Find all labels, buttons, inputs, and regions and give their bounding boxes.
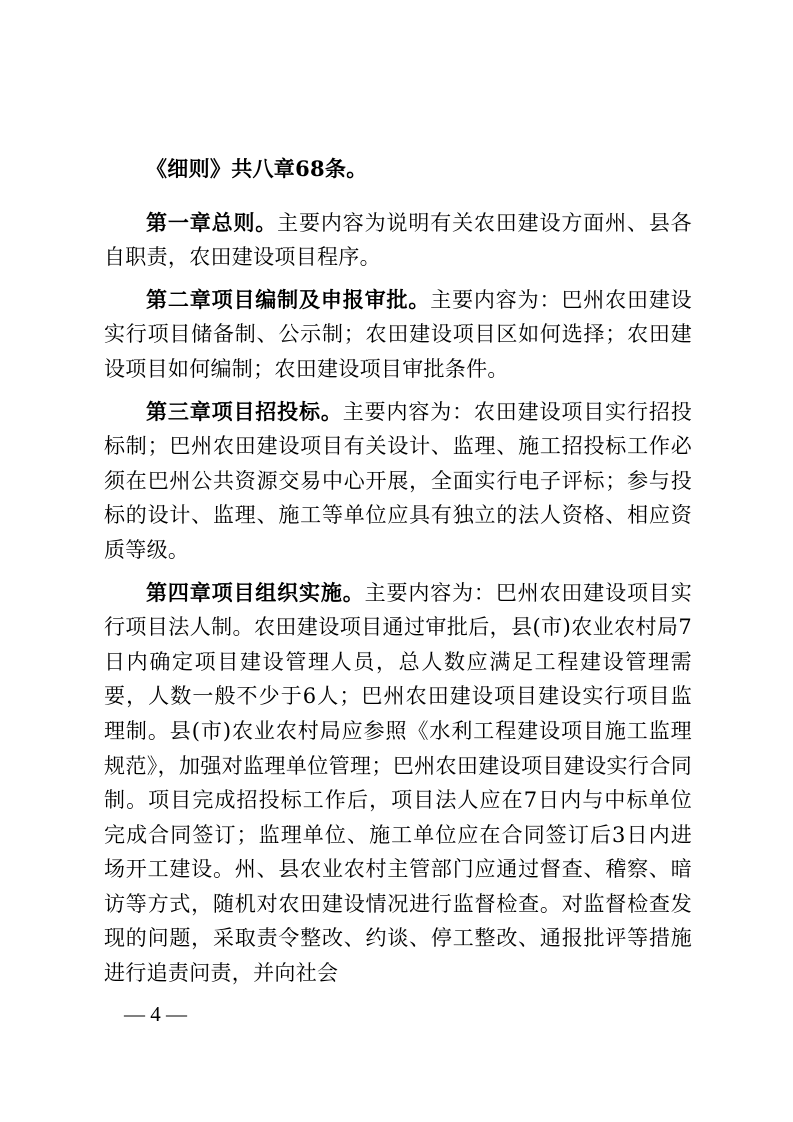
chapter-2-heading: 第二章项目编制及申报审批。 <box>146 286 431 312</box>
chapter-3-body: 主要内容为：农田建设项目实行招投标制；巴州农田建设项目有关设计、监理、施工招投标工作必须在巴州公共资源交易中心开展，全面实行电子评标；参与投标的设计、监理、施工等单位应具有独立的法人资格、相应资质等级。 <box>104 399 692 562</box>
chapter-1-paragraph <box>104 206 692 275</box>
chapter-4-paragraph <box>104 576 692 991</box>
chapter-1-body: 主要内容为说明有关农田建设方面州、县各自职责，农田建设项目程序。 <box>104 210 692 270</box>
chapter-4-body: 主要内容为：巴州农田建设项目实行项目法人制。农田建设项目通过审批后，县(市)农业农村局7日内确定项目建设管理人员，总人数应满足工程建设管理需要，人数一般不少于6人；巴州农田建设项目建设实行项目监理制。县(市)农业农村局应参照《水利工程建设项目施工监理规范》，加强对监理单位管理；巴州农田建设项目建设实行合同制。项目完成招投标工作后，项目法人应在7日内与中标单位完成合同签订；监理单位、施工单位应在合同签订后3日内进场开工建设。州、县农业农村主管部门应通过督查、稽察、暗访等方式，随机对农田建设情况进行监督检查。对监督检查发现的问题，采取责令整改、约谈、停工整改、通报批评等措施进行追责问责，并向社会 <box>104 580 692 986</box>
chapter-3-heading: 第三章项目招投标。 <box>146 398 343 424</box>
document-body <box>104 152 692 991</box>
chapter-1-heading: 第一章总则。 <box>146 209 278 235</box>
chapter-3-paragraph <box>104 395 692 568</box>
chapter-2-body: 主要内容为：巴州农田建设实行项目储备制、公示制；农田建设项目区如何选择；农田建设项目如何编制；农田建设项目审批条件。 <box>104 287 692 381</box>
page-number: — 4 — <box>124 1002 187 1026</box>
chapter-4-heading: 第四章项目组织实施。 <box>146 579 365 605</box>
intro-paragraph: 《细则》共八章68条。 <box>146 156 368 181</box>
chapter-2-paragraph <box>104 283 692 387</box>
